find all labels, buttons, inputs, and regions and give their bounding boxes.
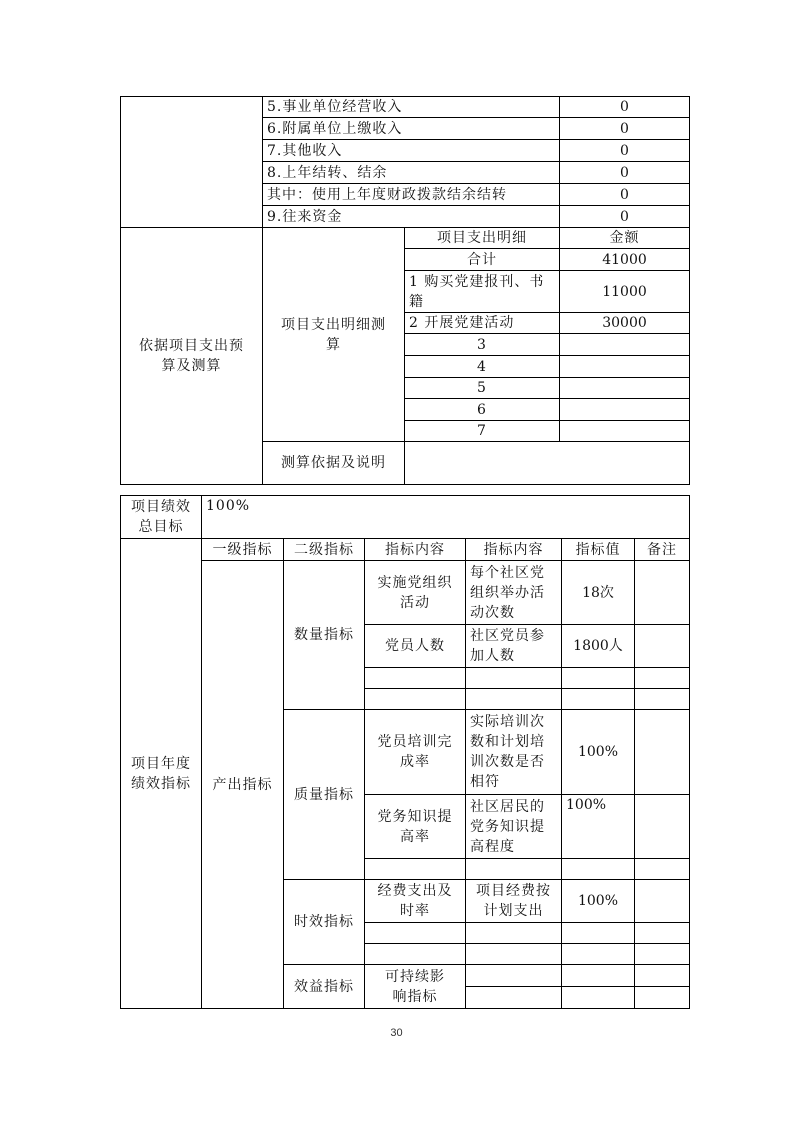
empty-cell [365, 668, 466, 689]
indicator-remark [635, 625, 690, 668]
indicator-name: 党员培训完成率 [365, 710, 466, 795]
empty-cell [365, 689, 466, 710]
budget-item: 4 [405, 356, 560, 378]
col-header-item: 项目支出明细 [405, 228, 560, 249]
empty-cell [562, 923, 635, 944]
header-content: 指标内容 [466, 539, 562, 561]
income-row-label: 9.往来资金 [263, 206, 560, 228]
budget-amount [560, 356, 690, 378]
indicator-content: 实际培训次数和计划培训次数是否相符 [466, 710, 562, 795]
quality-label: 质量指标 [284, 710, 365, 880]
budget-amount: 30000 [560, 313, 690, 334]
detail-label: 项目支出明细测算 [263, 228, 405, 442]
header-content: 指标内容 [365, 539, 466, 561]
indicator-value: 100% [562, 795, 635, 859]
income-row-label: 7.其他收入 [263, 140, 560, 162]
output-label: 产出指标 [202, 561, 284, 1009]
empty-cell [365, 944, 466, 965]
indicator-content: 项目经费按计划支出 [466, 880, 562, 923]
sustain-label: 可持续影响指标 [365, 965, 466, 1009]
income-row-label: 5.事业单位经营收入 [263, 97, 560, 118]
income-row-label: 其中：使用上年度财政拨款结余结转 [263, 184, 560, 206]
budget-item: 2 开展党建活动 [405, 313, 560, 334]
indicator-value: 18次 [562, 561, 635, 625]
indicator-content: 社区居民的党务知识提高程度 [466, 795, 562, 859]
empty-cell [365, 923, 466, 944]
indicator-name: 实施党组织活动 [365, 561, 466, 625]
header-value: 指标值 [562, 539, 635, 561]
indicator-value: 100% [562, 880, 635, 923]
empty-cell [466, 689, 562, 710]
empty-cell [562, 965, 635, 987]
col-header-amount: 金额 [560, 228, 690, 249]
benefit-label: 效益指标 [284, 965, 365, 1009]
budget-amount [560, 334, 690, 356]
goal-label: 项目绩效总目标 [121, 496, 202, 539]
budget-item: 5 [405, 378, 560, 399]
budget-item: 7 [405, 421, 560, 442]
indicator-name: 经费支出及时率 [365, 880, 466, 923]
budget-amount [560, 399, 690, 421]
indicator-content: 社区党员参加人数 [466, 625, 562, 668]
indicator-value: 1800人 [562, 625, 635, 668]
goal-value: 100% [202, 496, 690, 539]
budget-amount [560, 421, 690, 442]
empty-section-cell [121, 97, 263, 228]
indicator-content: 每个社区党组织举办活动次数 [466, 561, 562, 625]
basis-value [405, 442, 690, 485]
budget-item: 1 购买党建报刊、书籍 [405, 271, 560, 313]
empty-cell [635, 859, 690, 880]
empty-cell [562, 689, 635, 710]
empty-cell [635, 987, 690, 1009]
empty-cell [466, 944, 562, 965]
income-row-label: 6.附属单位上缴收入 [263, 118, 560, 140]
indicator-remark [635, 561, 690, 625]
empty-cell [466, 923, 562, 944]
indicator-value: 100% [562, 710, 635, 795]
income-row-label: 8.上年结转、结余 [263, 162, 560, 184]
header-remark: 备注 [635, 539, 690, 561]
budget-amount [560, 378, 690, 399]
income-row-value: 0 [560, 162, 690, 184]
header-level2: 二级指标 [284, 539, 365, 561]
income-row-value: 0 [560, 97, 690, 118]
budget-table [120, 96, 690, 485]
budget-section-label: 依据项目支出预算及测算 [121, 228, 263, 485]
budget-item: 合计 [405, 249, 560, 271]
empty-cell [562, 944, 635, 965]
annual-label: 项目年度绩效指标 [121, 539, 202, 1009]
indicator-name: 党员人数 [365, 625, 466, 668]
indicator-name: 党务知识提高率 [365, 795, 466, 859]
empty-cell [466, 987, 562, 1009]
indicator-remark [635, 880, 690, 923]
empty-cell [635, 965, 690, 987]
budget-amount: 11000 [560, 271, 690, 313]
empty-cell [466, 859, 562, 880]
empty-cell [365, 859, 466, 880]
budget-amount: 41000 [560, 249, 690, 271]
empty-cell [562, 859, 635, 880]
indicator-remark [635, 710, 690, 795]
empty-cell [466, 668, 562, 689]
page-number: 30 [390, 1027, 403, 1039]
income-row-value: 0 [560, 140, 690, 162]
income-row-value: 0 [560, 206, 690, 228]
budget-item: 3 [405, 334, 560, 356]
empty-cell [635, 668, 690, 689]
empty-cell [466, 965, 562, 987]
indicator-remark [635, 795, 690, 859]
timeliness-label: 时效指标 [284, 880, 365, 965]
empty-cell [635, 923, 690, 944]
budget-item: 6 [405, 399, 560, 421]
empty-cell [562, 668, 635, 689]
income-row-value: 0 [560, 118, 690, 140]
header-level1: 一级指标 [202, 539, 284, 561]
income-row-value: 0 [560, 184, 690, 206]
performance-table [120, 495, 690, 1009]
empty-cell [635, 689, 690, 710]
quantity-label: 数量指标 [284, 561, 365, 710]
basis-label: 测算依据及说明 [263, 442, 405, 485]
empty-cell [635, 944, 690, 965]
empty-cell [562, 987, 635, 1009]
